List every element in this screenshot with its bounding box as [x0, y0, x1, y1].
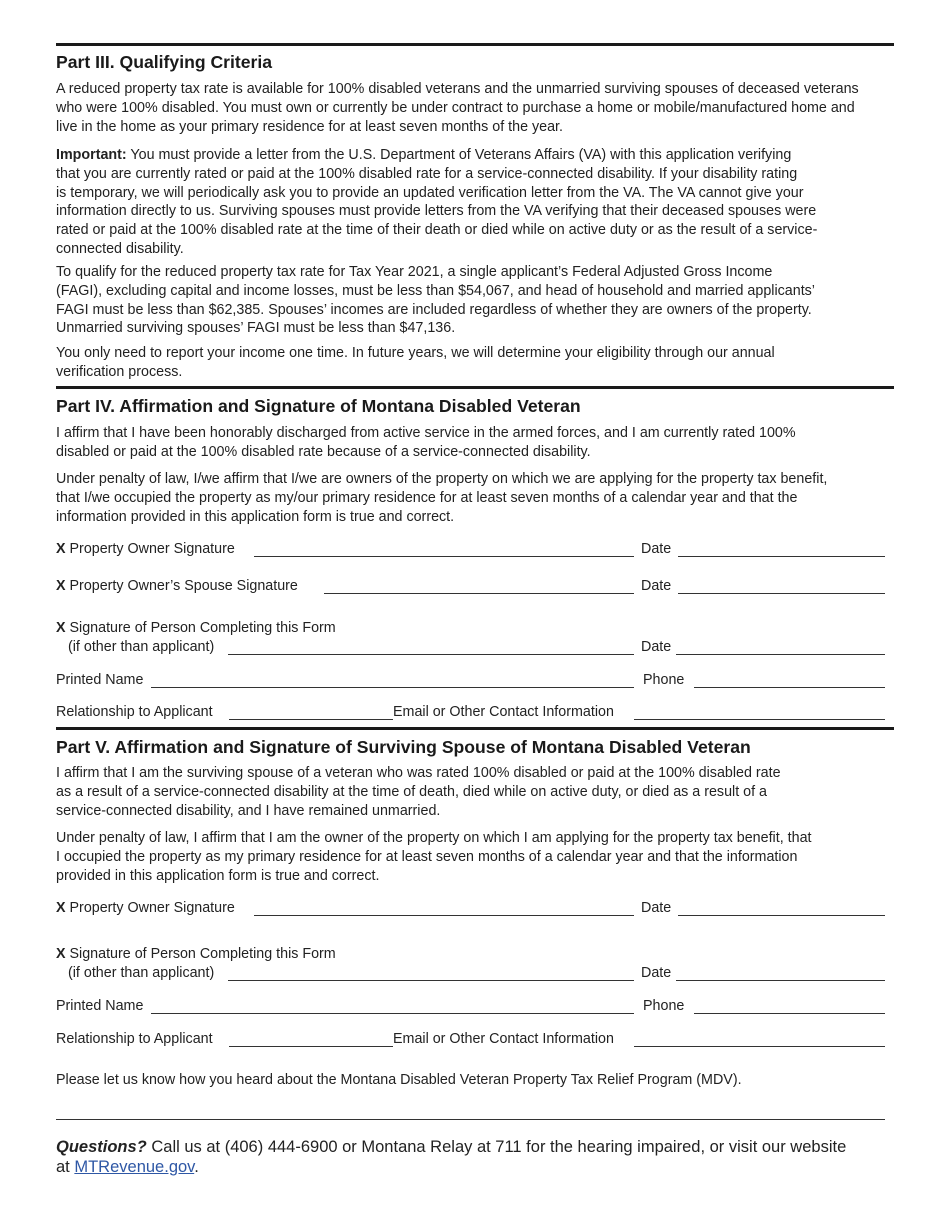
- owner-signature-field[interactable]: [254, 556, 634, 557]
- surviving-completing-date-field[interactable]: [676, 980, 885, 981]
- owner-signature-row: X Property Owner Signature Date: [56, 540, 886, 560]
- section-divider: [56, 386, 894, 389]
- phone-field[interactable]: [694, 687, 885, 688]
- part5-paragraph-1: I affirm that I am the surviving spouse of a veteran who was rated 100% disabled or paid at the 100% disabled rate as a result of a service-connected disability at the time of death, died while on active duty, or died as a result of a service-connected disability, and I have remained unmarried.: [56, 765, 781, 819]
- surviving-relationship-row: Relationship to Applicant Email or Other Contact Information: [56, 1030, 886, 1050]
- surviving-owner-signature-row: X Property Owner Signature Date: [56, 899, 886, 919]
- email-field[interactable]: [634, 719, 885, 720]
- part5-paragraph-2: Under penalty of law, I affirm that I am the owner of the property on which I am applying for the property tax benefit, that I occupied the property as my primary residence for at least seven months of a calendar year and that the information provided in this application form is true and correct.: [56, 830, 812, 884]
- heard-about-prompt: Please let us know how you heard about the Montana Disabled Veteran Property Tax Relief Program (MDV).: [56, 1072, 742, 1088]
- completing-date-field[interactable]: [676, 654, 885, 655]
- surviving-printed-name-row: Printed Name Phone: [56, 997, 886, 1017]
- part3-paragraph-report: You only need to report your income one time. In future years, we will determine your eligibility through our annual verification process.: [56, 345, 775, 380]
- relationship-row: Relationship to Applicant Email or Other Contact Information: [56, 703, 886, 723]
- part3-paragraph-1: A reduced property tax rate is available for 100% disabled veterans and the unmarried surviving spouses of deceased veterans who were 100% disabled. You must own or currently be under contract to purchase a home or mobile/manufactured home and live in the home as your primary residence for at least seven months of the year.: [56, 81, 859, 135]
- surviving-owner-signature-field[interactable]: [254, 915, 634, 916]
- important-label: Important:: [56, 147, 127, 163]
- surviving-email-field[interactable]: [634, 1046, 885, 1047]
- part3-paragraph-important: Important: You must provide a letter from the U.S. Department of Veterans Affairs (VA) with this application verifying that you are currently rated or paid at the 100% disabled rate for a service-connected disability. If your disability rating is temporary, we will periodically ask you to provide an updated verification letter from the VA. The VA cannot give your information directly to us. Surviving spouses must provide letters from the VA verifying that their deceased spouses were rated or paid at the 100% disabled rate at the time of their death or died while on active duty or as the result of a service- connected disability.: [56, 147, 818, 257]
- surviving-relationship-field[interactable]: [229, 1046, 393, 1047]
- surviving-owner-date-field[interactable]: [678, 915, 885, 916]
- relationship-field[interactable]: [229, 719, 393, 720]
- part4-heading: Part IV. Affirmation and Signature of Montana Disabled Veteran: [56, 396, 581, 416]
- section-divider: [56, 43, 894, 46]
- questions-label: Questions?: [56, 1138, 147, 1156]
- part5-heading: Part V. Affirmation and Signature of Surviving Spouse of Montana Disabled Veteran: [56, 737, 751, 757]
- section-divider: [56, 727, 894, 730]
- spouse-signature-field[interactable]: [324, 593, 634, 594]
- spouse-signature-row: X Property Owner’s Spouse Signature Date: [56, 577, 886, 597]
- surviving-completing-signature-field[interactable]: [228, 980, 634, 981]
- part3-heading: Part III. Qualifying Criteria: [56, 52, 273, 72]
- surviving-printed-name-field[interactable]: [151, 1013, 634, 1014]
- printed-name-row: Printed Name Phone: [56, 671, 886, 691]
- mtrevenue-link[interactable]: MTRevenue.gov: [74, 1158, 195, 1176]
- printed-name-field[interactable]: [151, 687, 634, 688]
- part4-paragraph-2: Under penalty of law, I/we affirm that I/we are owners of the property on which we are applying for the property tax benefit, that I/we occupied the property as my/our primary residence for at least seven months of a calendar year and that the information provided in this application form is true and correct.: [56, 471, 828, 525]
- heard-about-field[interactable]: [56, 1119, 885, 1120]
- spouse-date-field[interactable]: [678, 593, 885, 594]
- part4-paragraph-1: I affirm that I have been honorably discharged from active service in the armed forces, and I am currently rated 100% disabled or paid at the 100% disabled rate because of a service-connected disability.: [56, 425, 796, 460]
- surviving-phone-field[interactable]: [694, 1013, 885, 1014]
- completing-signature-row: X Signature of Person Completing this Form (if other than applicant) Date: [56, 619, 886, 659]
- owner-date-field[interactable]: [678, 556, 885, 557]
- questions-footer: Questions? Call us at (406) 444-6900 or Montana Relay at 711 for the hearing impaired, or visit our website at MTRevenue.gov.: [56, 1138, 847, 1176]
- part3-paragraph-income: To qualify for the reduced property tax rate for Tax Year 2021, a single applicant’s Federal Adjusted Gross Income (FAGI), excluding capital and income losses, must be less than $54,067, and head of household and married applicants’ FAGI must be less than $62,385. Spouses’ incomes are included regardless of whether they are owners of the property. Unmarried surviving spouses’ FAGI must be less than $47,136.: [56, 264, 815, 337]
- surviving-completing-signature-row: X Signature of Person Completing this Form (if other than applicant) Date: [56, 945, 886, 985]
- completing-signature-field[interactable]: [228, 654, 634, 655]
